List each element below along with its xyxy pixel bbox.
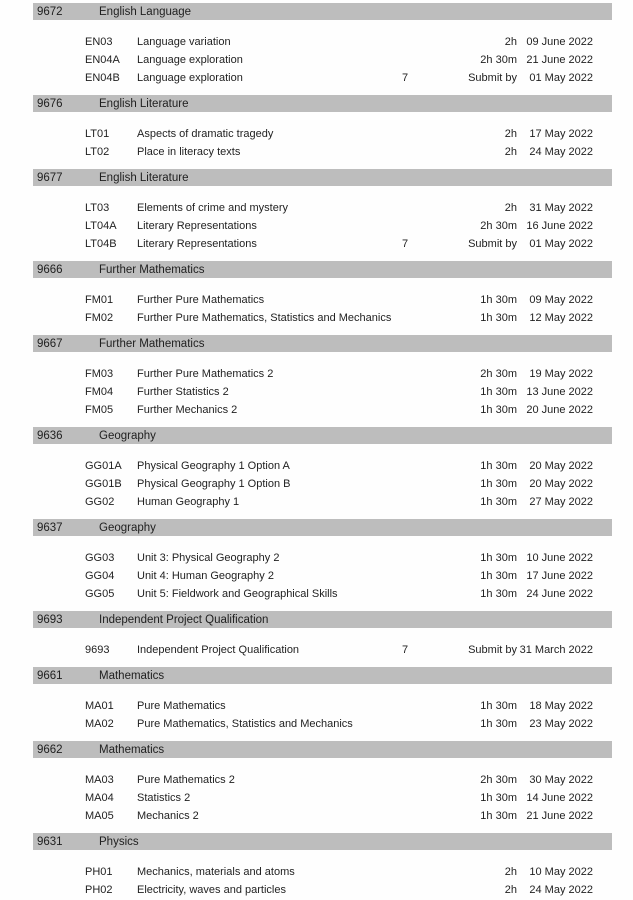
duration: 1h 30m: [480, 496, 517, 508]
unit-title: Unit 4: Human Geography 2: [137, 570, 274, 582]
exam-rows: [85, 549, 593, 603]
exam-rows: [85, 291, 593, 327]
subject-section: [0, 833, 633, 899]
syllabus-code: 9667: [37, 337, 63, 350]
duration: 1h 30m: [480, 700, 517, 712]
exam-row: [85, 143, 593, 161]
unit-code: MA05: [85, 810, 114, 822]
exam-date: 20 June 2022: [526, 404, 593, 416]
subject-section: [0, 611, 633, 659]
unit-code: GG05: [85, 588, 115, 600]
duration: 2h: [504, 866, 517, 878]
unit-code: PH01: [85, 866, 113, 878]
unit-code: LT04B: [85, 238, 117, 250]
subject-section: [0, 3, 633, 87]
unit-code: FM05: [85, 404, 114, 416]
exam-date: 27 May 2022: [529, 496, 593, 508]
syllabus-code: 9661: [37, 669, 63, 682]
unit-title: Literary Representations: [137, 238, 257, 250]
duration: 2h 30m: [480, 220, 517, 232]
unit-title: Pure Mathematics, Statistics and Mechanics: [137, 718, 353, 730]
subject-title: Geography: [99, 521, 156, 534]
duration: 1h 30m: [480, 792, 517, 804]
unit-code: LT04A: [85, 220, 117, 232]
exam-date: 31 March 2022: [519, 644, 593, 656]
duration: 2h 30m: [480, 54, 517, 66]
exam-row: [85, 697, 593, 715]
unit-code: LT01: [85, 128, 110, 140]
exam-row: [85, 199, 593, 217]
duration: Submit by: [468, 238, 517, 250]
exam-row: [85, 217, 593, 235]
exam-date: 19 May 2022: [529, 368, 593, 380]
component-number: 7: [401, 72, 409, 84]
syllabus-code: 9631: [37, 835, 63, 848]
unit-code: GG02: [85, 496, 115, 508]
exam-rows: [85, 199, 593, 253]
unit-title: Elements of crime and mystery: [137, 202, 288, 214]
section-header-bar: [33, 335, 612, 352]
exam-date: 24 June 2022: [526, 588, 593, 600]
exam-row: [85, 309, 593, 327]
exam-row: [85, 807, 593, 825]
unit-code: MA02: [85, 718, 114, 730]
unit-code: MA03: [85, 774, 114, 786]
subject-section: [0, 261, 633, 327]
exam-date: 09 June 2022: [526, 36, 593, 48]
duration: 2h 30m: [480, 368, 517, 380]
duration: 2h: [504, 36, 517, 48]
exam-date: 01 May 2022: [529, 72, 593, 84]
subject-section: [0, 335, 633, 419]
unit-title: Place in literacy texts: [137, 146, 241, 158]
unit-title: Independent Project Qualification: [137, 644, 300, 656]
duration: Submit by: [468, 72, 517, 84]
exam-row: [85, 771, 593, 789]
unit-title: Physical Geography 1 Option A: [137, 460, 290, 472]
exam-date: 18 May 2022: [529, 700, 593, 712]
syllabus-code: 9693: [37, 613, 63, 626]
subject-title: Mathematics: [99, 743, 165, 756]
subject-section: [0, 427, 633, 511]
unit-title: Mechanics 2: [137, 810, 199, 822]
duration: 1h 30m: [480, 460, 517, 472]
unit-title: Further Mechanics 2: [137, 404, 238, 416]
duration: 1h 30m: [480, 570, 517, 582]
exam-row: [85, 383, 593, 401]
unit-title: Language exploration: [137, 54, 243, 66]
exam-date: 24 May 2022: [529, 146, 593, 158]
unit-title: Further Pure Mathematics, Statistics and Mechanics: [137, 312, 392, 324]
unit-title: Further Pure Mathematics: [137, 294, 265, 306]
section-header-bar: [33, 833, 612, 850]
unit-code: GG01A: [85, 460, 122, 472]
section-header-bar: [33, 611, 612, 628]
unit-title: Further Pure Mathematics 2: [137, 368, 274, 380]
unit-title: Physical Geography 1 Option B: [137, 478, 291, 490]
exam-date: 17 May 2022: [529, 128, 593, 140]
exam-row: [85, 365, 593, 383]
subject-title: Mathematics: [99, 669, 165, 682]
unit-code: GG01B: [85, 478, 122, 490]
duration: 2h: [504, 202, 517, 214]
unit-code: EN04B: [85, 72, 120, 84]
unit-code: FM01: [85, 294, 114, 306]
exam-row: [85, 235, 593, 253]
exam-row: [85, 789, 593, 807]
exam-row: [85, 641, 593, 659]
duration: 1h 30m: [480, 718, 517, 730]
unit-title: Unit 5: Fieldwork and Geographical Skills: [137, 588, 338, 600]
subject-title: Further Mathematics: [99, 337, 205, 350]
exam-rows: [85, 365, 593, 419]
exam-row: [85, 475, 593, 493]
exam-date: 09 May 2022: [529, 294, 593, 306]
subject-section: [0, 519, 633, 603]
unit-title: Electricity, waves and particles: [137, 884, 286, 896]
section-header-bar: [33, 169, 612, 186]
unit-title: Literary Representations: [137, 220, 257, 232]
unit-code: FM02: [85, 312, 114, 324]
subject-title: Physics: [99, 835, 139, 848]
syllabus-code: 9636: [37, 429, 63, 442]
duration: 1h 30m: [480, 588, 517, 600]
section-header-bar: [33, 95, 612, 112]
subject-title: English Literature: [99, 171, 189, 184]
exam-date: 10 May 2022: [529, 866, 593, 878]
exam-date: 12 May 2022: [529, 312, 593, 324]
duration: 2h: [504, 146, 517, 158]
unit-code: FM04: [85, 386, 114, 398]
exam-row: [85, 69, 593, 87]
unit-code: MA04: [85, 792, 114, 804]
subject-title: Further Mathematics: [99, 263, 205, 276]
exam-row: [85, 401, 593, 419]
syllabus-code: 9676: [37, 97, 63, 110]
section-header-bar: [33, 261, 612, 278]
unit-title: Unit 3: Physical Geography 2: [137, 552, 280, 564]
duration: 1h 30m: [480, 478, 517, 490]
unit-code: EN04A: [85, 54, 120, 66]
subject-title: English Language: [99, 5, 192, 18]
section-header-bar: [33, 519, 612, 536]
unit-code: GG03: [85, 552, 115, 564]
unit-title: Statistics 2: [137, 792, 191, 804]
exam-date: 13 June 2022: [526, 386, 593, 398]
unit-title: Language exploration: [137, 72, 243, 84]
exam-rows: [85, 771, 593, 825]
exam-date: 31 May 2022: [529, 202, 593, 214]
exam-date: 24 May 2022: [529, 884, 593, 896]
subject-title: Independent Project Qualification: [99, 613, 269, 626]
exam-row: [85, 881, 593, 899]
unit-title: Language variation: [137, 36, 231, 48]
exam-row: [85, 493, 593, 511]
syllabus-code: 9677: [37, 171, 63, 184]
unit-title: Mechanics, materials and atoms: [137, 866, 295, 878]
section-header-bar: [33, 741, 612, 758]
unit-code: EN03: [85, 36, 113, 48]
exam-date: 01 May 2022: [529, 238, 593, 250]
unit-title: Human Geography 1: [137, 496, 240, 508]
subject-title: English Literature: [99, 97, 189, 110]
unit-code: FM03: [85, 368, 114, 380]
exam-date: 14 June 2022: [526, 792, 593, 804]
exam-row: [85, 567, 593, 585]
duration: 1h 30m: [480, 810, 517, 822]
exam-rows: [85, 125, 593, 161]
section-header-bar: [33, 667, 612, 684]
exam-rows: [85, 457, 593, 511]
unit-code: LT02: [85, 146, 110, 158]
exam-row: [85, 125, 593, 143]
unit-code: 9693: [85, 644, 110, 656]
exam-date: 30 May 2022: [529, 774, 593, 786]
subject-section: [0, 667, 633, 733]
unit-code: PH02: [85, 884, 113, 896]
unit-title: Pure Mathematics: [137, 700, 226, 712]
syllabus-code: 9637: [37, 521, 63, 534]
unit-title: Pure Mathematics 2: [137, 774, 235, 786]
exam-row: [85, 33, 593, 51]
component-number: 7: [401, 644, 409, 656]
exam-row: [85, 457, 593, 475]
component-number: 7: [401, 238, 409, 250]
exam-row: [85, 715, 593, 733]
duration: 1h 30m: [480, 294, 517, 306]
exam-row: [85, 51, 593, 69]
exam-date: 16 June 2022: [526, 220, 593, 232]
exam-date: 20 May 2022: [529, 478, 593, 490]
exam-date: 20 May 2022: [529, 460, 593, 472]
exam-row: [85, 585, 593, 603]
section-header-bar: [33, 427, 612, 444]
exam-date: 21 June 2022: [526, 54, 593, 66]
duration: 2h: [504, 884, 517, 896]
exam-rows: [85, 641, 593, 659]
syllabus-code: 9672: [37, 5, 63, 18]
exam-date: 23 May 2022: [529, 718, 593, 730]
exam-date: 21 June 2022: [526, 810, 593, 822]
duration: Submit by: [468, 644, 517, 656]
subject-section: [0, 169, 633, 253]
exam-rows: [85, 863, 593, 899]
unit-code: GG04: [85, 570, 115, 582]
exam-date: 17 June 2022: [526, 570, 593, 582]
subject-title: Geography: [99, 429, 156, 442]
duration: 1h 30m: [480, 312, 517, 324]
unit-title: Aspects of dramatic tragedy: [137, 128, 274, 140]
exam-row: [85, 863, 593, 881]
exam-row: [85, 291, 593, 309]
exam-date: 10 June 2022: [526, 552, 593, 564]
duration: 2h 30m: [480, 774, 517, 786]
duration: 1h 30m: [480, 386, 517, 398]
unit-code: LT03: [85, 202, 110, 214]
unit-code: MA01: [85, 700, 114, 712]
duration: 2h: [504, 128, 517, 140]
subject-section: [0, 741, 633, 825]
duration: 1h 30m: [480, 404, 517, 416]
section-header-bar: [33, 3, 612, 20]
exam-row: [85, 549, 593, 567]
subject-section: [0, 95, 633, 161]
syllabus-code: 9662: [37, 743, 63, 756]
syllabus-code: 9666: [37, 263, 63, 276]
exam-rows: [85, 697, 593, 733]
duration: 1h 30m: [480, 552, 517, 564]
exam-rows: [85, 33, 593, 87]
unit-title: Further Statistics 2: [137, 386, 229, 398]
